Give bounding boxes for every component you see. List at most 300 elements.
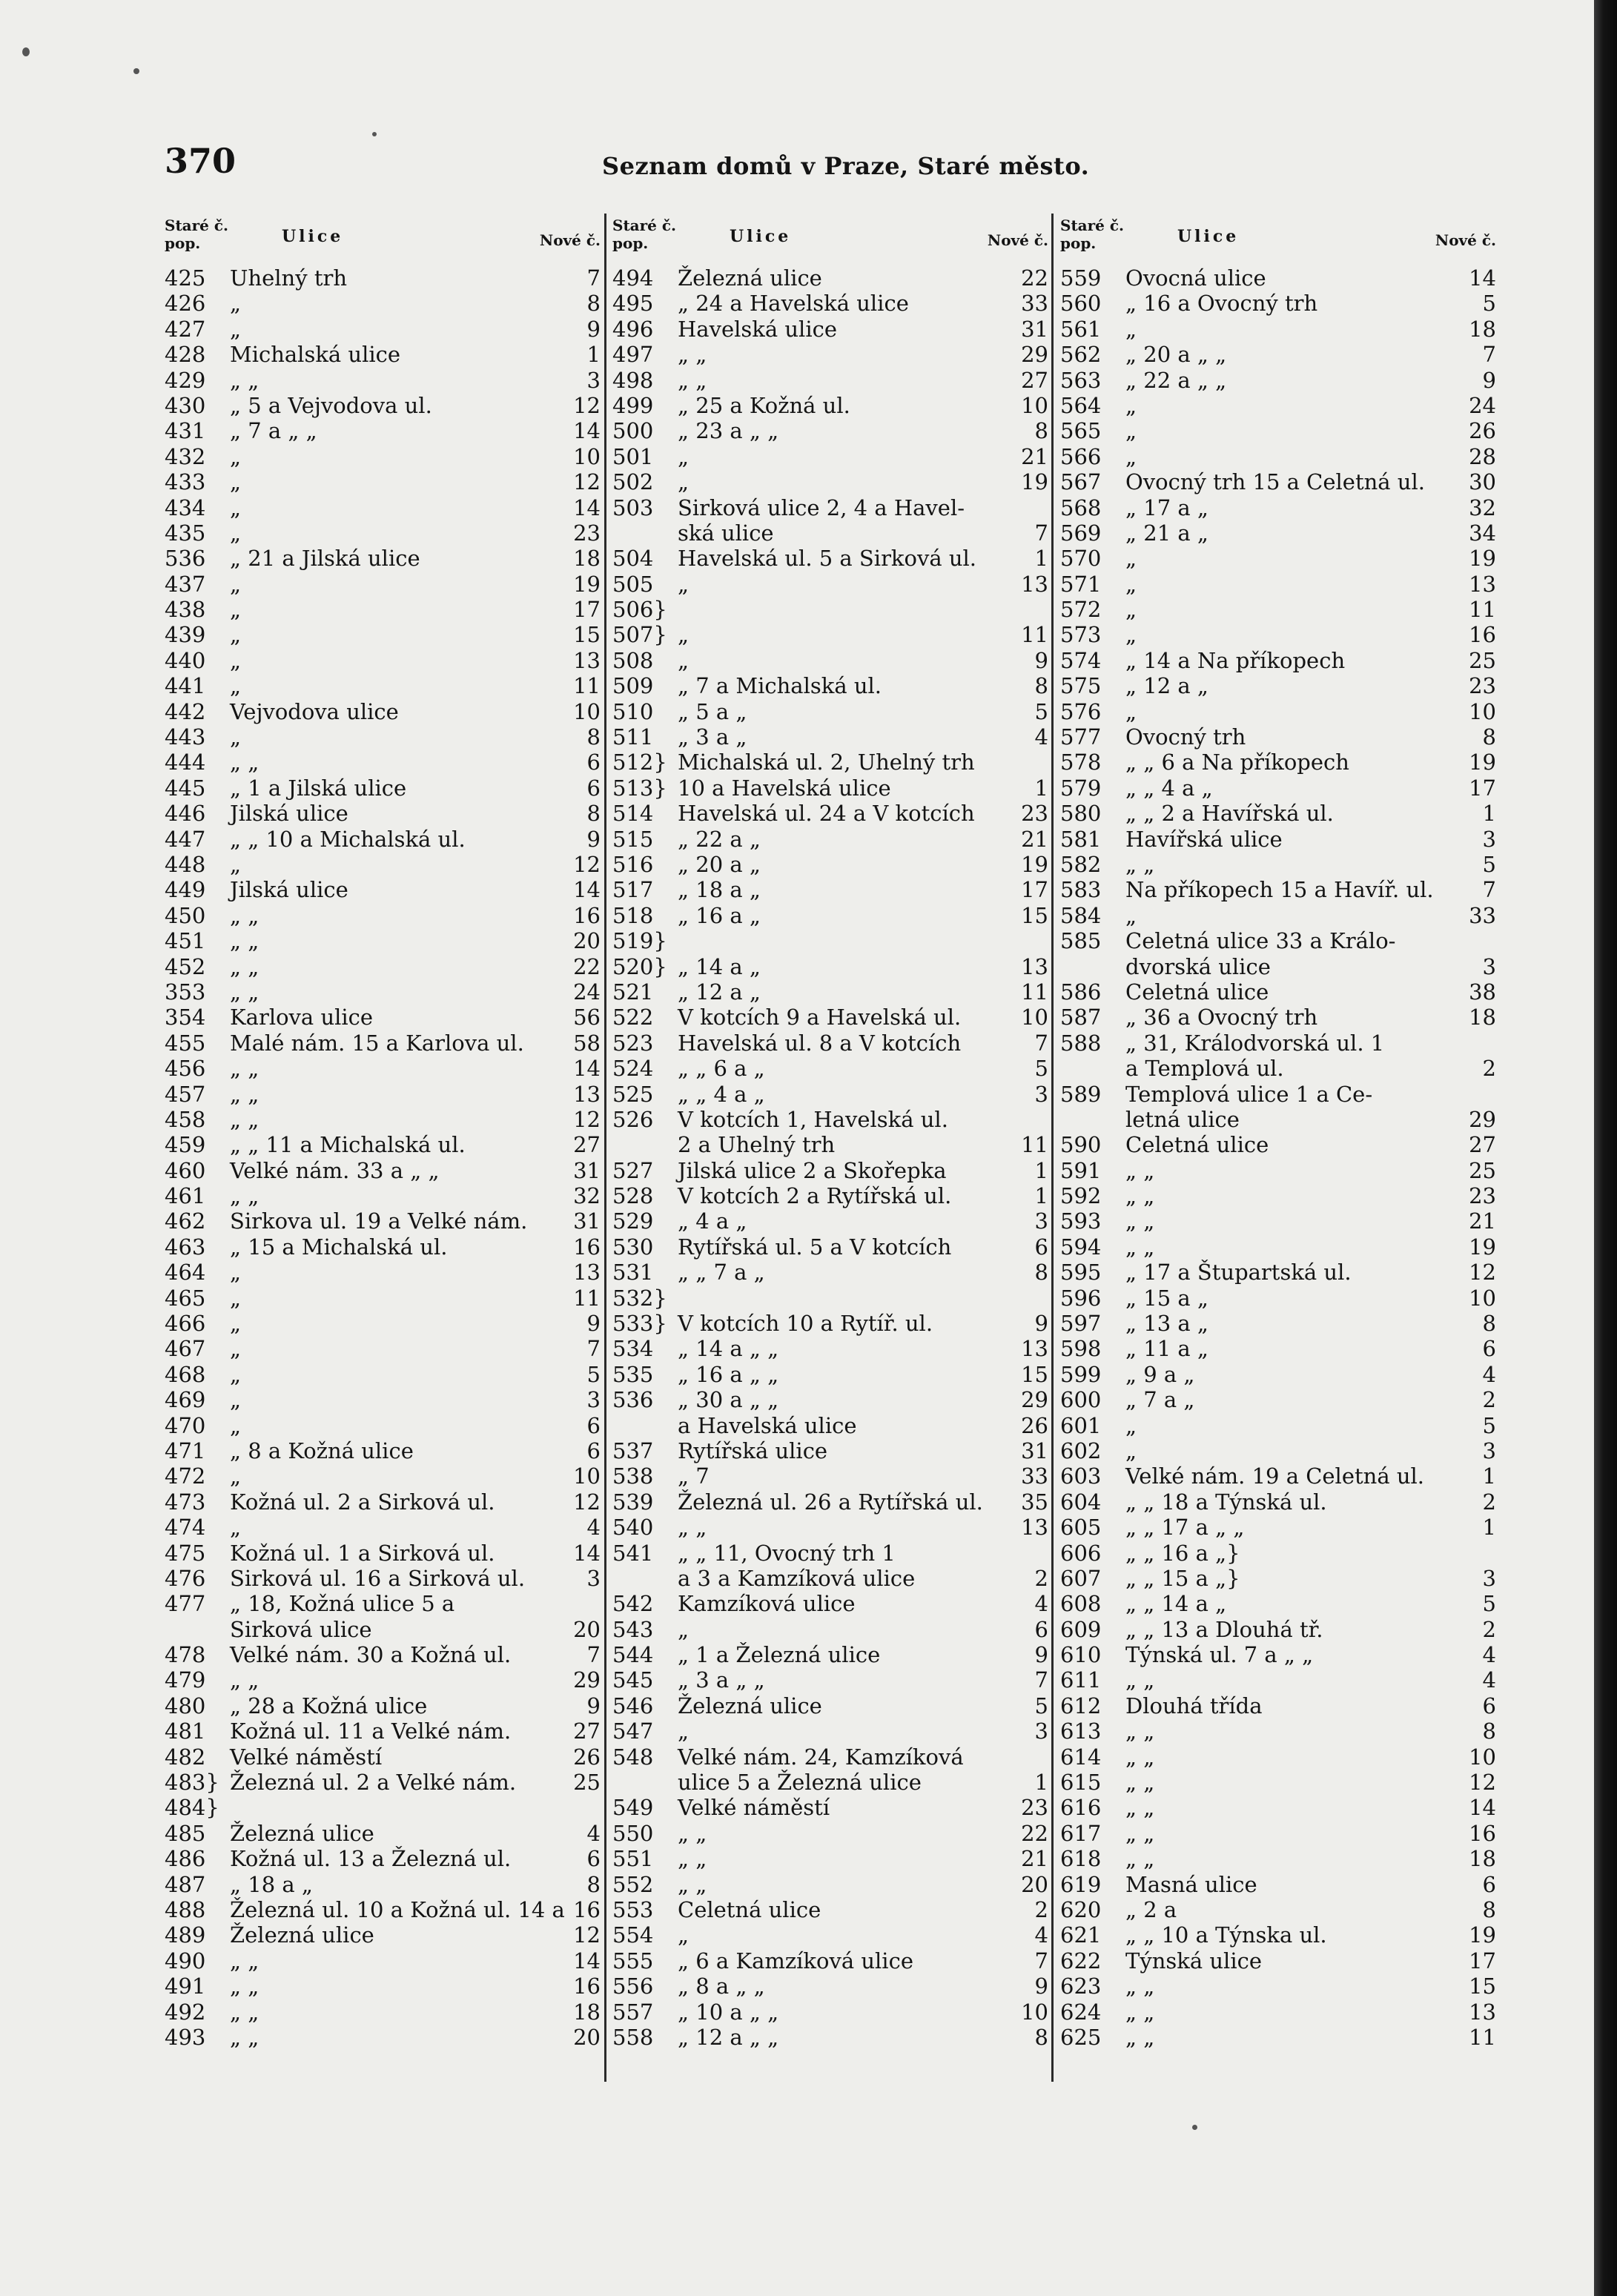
new-number: 14 (573, 1948, 601, 1974)
new-number: 17 (1469, 775, 1496, 801)
table-row (1060, 673, 1496, 698)
street-text: „ (230, 1463, 242, 1489)
old-number: 568 (1060, 494, 1102, 520)
table-row (165, 495, 601, 520)
old-number: 448 (165, 851, 206, 877)
table-row (612, 852, 1048, 877)
street-text: „ (230, 1412, 242, 1438)
old-number: 526 (612, 1106, 654, 1132)
new-number: 31 (573, 1208, 601, 1234)
new-number: 2 (1482, 1616, 1496, 1642)
street-text: „ (230, 494, 242, 520)
new-number: 12 (573, 851, 601, 877)
old-number: 514 (612, 801, 654, 827)
new-number: 9 (1482, 367, 1496, 393)
old-number: 493 (165, 2024, 206, 2050)
header-pop-label: pop. (612, 234, 649, 252)
new-number: 27 (1021, 367, 1048, 393)
old-number: 463 (165, 1234, 206, 1260)
street-text: „ (230, 622, 242, 648)
old-number: 585 (1060, 928, 1102, 954)
table-row (612, 495, 1048, 520)
new-number: 8 (1482, 1311, 1496, 1337)
street-text: „ (678, 469, 690, 495)
new-number: 27 (1469, 1132, 1496, 1158)
street-text: 10 a Havelská ulice (678, 775, 891, 801)
street-text: „ (1125, 1438, 1137, 1463)
table-row (165, 877, 601, 902)
table-row (1060, 520, 1496, 546)
street-text: Michalská ul. 2, Uhelný trh (678, 750, 975, 775)
table-row (612, 1208, 1048, 1234)
street-text: „ „ (230, 1106, 259, 1132)
table-row (165, 1158, 601, 1183)
old-number: 601 (1060, 1412, 1102, 1438)
table-row (612, 1566, 1048, 1591)
new-number: 6 (1034, 1234, 1048, 1260)
old-number: 540 (612, 1515, 654, 1541)
street-text: a Havelská ulice (678, 1412, 857, 1438)
old-number: 562 (1060, 342, 1102, 368)
street-text: „ „ 6 a Na příkopech (1125, 750, 1349, 775)
street-text: „ (1125, 902, 1137, 928)
street-text: Železná ulice (230, 1820, 374, 1846)
new-number: 6 (1034, 1616, 1048, 1642)
old-number: 354 (165, 1005, 206, 1030)
new-number: 20 (573, 928, 601, 954)
old-number: 522 (612, 1005, 654, 1030)
street-text: „ 21 a „ (1125, 520, 1208, 546)
new-number: 18 (573, 546, 601, 572)
old-number: 536 (165, 546, 206, 572)
new-number: 2 (1034, 1897, 1048, 1922)
street-text: „ „ 4 a „ (678, 1081, 765, 1107)
header-stare (165, 216, 228, 252)
street-text: „ „ 4 a „ (1125, 775, 1213, 801)
table-row (165, 2025, 601, 2050)
new-number: 29 (1469, 1106, 1496, 1132)
street-text: „ „ 15 a „} (1125, 1565, 1240, 1591)
table-row (612, 648, 1048, 673)
new-number: 25 (1469, 647, 1496, 673)
old-number: 452 (165, 953, 206, 979)
old-number: 553 (612, 1897, 654, 1922)
ink-speck (133, 68, 139, 74)
new-number: 8 (1482, 1897, 1496, 1922)
old-number: 624 (1060, 1999, 1102, 2025)
old-number: 581 (1060, 826, 1102, 852)
street-text: „ (230, 1336, 242, 1362)
new-number: 2 (1482, 1387, 1496, 1413)
new-number: 32 (1469, 494, 1496, 520)
table-row (612, 1005, 1048, 1030)
street-text: Velké náměstí (678, 1795, 830, 1821)
new-number: 5 (586, 1361, 601, 1387)
new-number: 12 (1469, 1770, 1496, 1796)
street-text: „ 15 a „ (1125, 1285, 1208, 1311)
old-number: 533} (612, 1311, 667, 1337)
new-number: 9 (1034, 647, 1048, 673)
table-row (612, 469, 1048, 494)
old-number: 591 (1060, 1157, 1102, 1183)
street-text: „ „ (230, 902, 259, 928)
street-text: Michalská ulice (230, 342, 401, 368)
old-number: 492 (165, 1999, 206, 2025)
table-row (165, 699, 601, 724)
street-text: Železná ulice (230, 1922, 374, 1948)
table-row (612, 291, 1048, 316)
new-number: 24 (1469, 392, 1496, 418)
table-row (1060, 1208, 1496, 1234)
table-row (1060, 979, 1496, 1005)
new-number: 21 (1469, 1208, 1496, 1234)
table-row (165, 1617, 601, 1642)
street-text: „ „ (230, 750, 259, 775)
table-row (1060, 368, 1496, 393)
table-row (1060, 1693, 1496, 1718)
table-row (165, 1642, 601, 1667)
street-text: „ 30 a „ „ (678, 1387, 779, 1413)
new-number: 16 (573, 902, 601, 928)
table-row (165, 1795, 601, 1820)
old-number: 572 (1060, 597, 1102, 623)
street-text: „ 2 a (1125, 1897, 1177, 1922)
new-number: 8 (1034, 418, 1048, 444)
table-row (1060, 775, 1496, 801)
table-row (612, 1718, 1048, 1744)
old-number: 469 (165, 1387, 206, 1413)
table-row (1060, 1974, 1496, 1999)
table-row (612, 1260, 1048, 1285)
old-number: 606 (1060, 1540, 1102, 1566)
table-row (165, 1056, 601, 1081)
new-number: 31 (1021, 1438, 1048, 1463)
new-number: 29 (573, 1667, 601, 1693)
street-text: „ (678, 1616, 690, 1642)
table-row (1060, 1948, 1496, 1974)
table-row (165, 1693, 601, 1718)
table-row (165, 1897, 601, 1922)
street-text: „ 24 a Havelská ulice (678, 291, 909, 317)
new-number: 26 (573, 1744, 601, 1770)
new-number: 7 (586, 1336, 601, 1362)
new-number: 35 (1021, 1489, 1048, 1515)
street-text: Velké nám. 33 a „ „ (230, 1157, 440, 1183)
street-text: „ 1 a Železná ulice (678, 1642, 881, 1668)
old-number: 552 (612, 1871, 654, 1897)
street-text: Celetná ulice (1125, 1132, 1269, 1158)
street-text: Ovocný trh (1125, 724, 1246, 750)
street-text: Celetná ulice 33 a Králo- (1125, 928, 1396, 954)
old-number: 616 (1060, 1795, 1102, 1821)
old-number: 529 (612, 1208, 654, 1234)
old-number: 543 (612, 1616, 654, 1642)
new-number: 7 (586, 265, 601, 291)
street-text: Železná ul. 10 a Kožná ul. 14 a (230, 1897, 565, 1922)
new-number: 23 (1469, 673, 1496, 699)
street-text: „ 16 a „ „ (678, 1361, 779, 1387)
old-number: 483} (165, 1770, 219, 1796)
new-number: 11 (573, 1285, 601, 1311)
table-row (165, 1387, 601, 1412)
old-number: 512} (612, 750, 667, 775)
old-number: 496 (612, 316, 654, 342)
street-text: „ 22 a „ „ (1125, 367, 1227, 393)
new-number: 6 (1482, 1336, 1496, 1362)
new-number: 8 (1034, 1260, 1048, 1286)
table-row (1060, 1082, 1496, 1107)
table-row (165, 1107, 601, 1132)
old-number: 598 (1060, 1336, 1102, 1362)
old-number: 547 (612, 1718, 654, 1744)
old-number: 437 (165, 571, 206, 597)
street-text: „ 1 a Jilská ulice (230, 775, 407, 801)
street-text: Templová ulice 1 a Ce- (1125, 1081, 1373, 1107)
old-number: 549 (612, 1795, 654, 1821)
street-text: „ (230, 571, 242, 597)
old-number: 491 (165, 1974, 206, 1999)
street-text: ská ulice (678, 520, 774, 546)
old-number: 596 (1060, 1285, 1102, 1311)
new-number: 4 (586, 1820, 601, 1846)
street-text: „ (230, 647, 242, 673)
street-text: dvorská ulice (1125, 953, 1271, 979)
table-row (612, 1082, 1048, 1107)
table-row (1060, 1821, 1496, 1846)
street-text: „ (1125, 418, 1137, 444)
new-number: 12 (573, 1489, 601, 1515)
table-row (612, 1183, 1048, 1208)
old-number: 565 (1060, 418, 1102, 444)
new-number: 31 (573, 1157, 601, 1183)
table-row (612, 1541, 1048, 1566)
street-text: „ „ (678, 1820, 707, 1846)
street-text: „ (230, 851, 242, 877)
new-number: 25 (1469, 1157, 1496, 1183)
new-number: 38 (1469, 979, 1496, 1005)
table-row (612, 1413, 1048, 1438)
table-row (1060, 444, 1496, 469)
street-text: „ 6 a Kamzíková ulice (678, 1948, 913, 1974)
table-row (1060, 1795, 1496, 1820)
old-number: 441 (165, 673, 206, 699)
new-number: 9 (1034, 1974, 1048, 1999)
new-number: 14 (573, 418, 601, 444)
table-row (165, 1005, 601, 1030)
new-number: 6 (1482, 1693, 1496, 1718)
new-number: 1 (1034, 775, 1048, 801)
table-row (165, 317, 601, 342)
old-number: 525 (612, 1081, 654, 1107)
table-row (612, 877, 1048, 902)
street-text: „ 8 a „ „ (678, 1974, 765, 1999)
old-number: 477 (165, 1591, 206, 1617)
table-row (612, 622, 1048, 647)
old-number: 438 (165, 597, 206, 623)
table-row (612, 750, 1048, 775)
street-text: „ „ (1125, 1999, 1155, 2025)
new-number: 20 (1021, 1871, 1048, 1897)
new-number: 21 (1021, 443, 1048, 469)
street-text: „ 15 a Michalská ul. (230, 1234, 448, 1260)
old-number: 451 (165, 928, 206, 954)
street-text: „ (230, 520, 242, 546)
old-number: 524 (612, 1056, 654, 1082)
new-number: 13 (573, 1081, 601, 1107)
new-number: 10 (1021, 1005, 1048, 1030)
old-number: 558 (612, 2024, 654, 2050)
old-number: 508 (612, 647, 654, 673)
old-number: 561 (1060, 316, 1102, 342)
street-text: Velké náměstí (230, 1744, 383, 1770)
street-text: „ 8 a Kožná ulice (230, 1438, 414, 1463)
new-number: 16 (573, 1897, 601, 1922)
street-text: Havířská ulice (1125, 826, 1283, 852)
street-text: „ (230, 724, 242, 750)
new-number: 18 (573, 1999, 601, 2025)
street-text: „ 20 a „ (678, 851, 761, 877)
new-number: 1 (1482, 1463, 1496, 1489)
street-text: „ „ (678, 1846, 707, 1872)
old-number: 489 (165, 1922, 206, 1948)
old-number: 570 (1060, 546, 1102, 572)
table-row (612, 1362, 1048, 1387)
street-text: „ (1125, 443, 1137, 469)
new-number: 29 (1021, 342, 1048, 368)
column-1 (165, 214, 601, 2050)
old-number: 490 (165, 1948, 206, 1974)
new-number: 3 (1034, 1208, 1048, 1234)
street-text: „ 14 a „ „ (678, 1336, 779, 1362)
table-row (165, 852, 601, 877)
street-text: „ 9 a „ (1125, 1361, 1195, 1387)
table-row (612, 1922, 1048, 1948)
table-row (1060, 1234, 1496, 1260)
street-text: „ „ (1125, 1846, 1155, 1872)
new-number: 17 (1021, 877, 1048, 903)
table-row (612, 1948, 1048, 1974)
new-number: 11 (1021, 979, 1048, 1005)
table-row (612, 1387, 1048, 1412)
street-text: „ „ (230, 979, 259, 1005)
street-text: Vejvodova ulice (230, 698, 399, 724)
old-number: 527 (612, 1157, 654, 1183)
table-row (612, 1617, 1048, 1642)
table-row (1060, 699, 1496, 724)
table-row (165, 1667, 601, 1693)
header-ulice-label: Ulice (1177, 227, 1240, 246)
street-text: Železná ulice (678, 1693, 822, 1718)
street-text: „ „ (1125, 1744, 1155, 1770)
old-number: 444 (165, 750, 206, 775)
street-text: Rytířská ul. 5 a V kotcích (678, 1234, 952, 1260)
old-number: 523 (612, 1030, 654, 1056)
street-text: „ (678, 647, 690, 673)
old-number: 610 (1060, 1642, 1102, 1668)
street-text: 2 a Uhelný trh (678, 1132, 836, 1158)
street-text: „ „ (1125, 1974, 1155, 1999)
street-text: „ (230, 673, 242, 699)
old-number: 583 (1060, 877, 1102, 903)
street-text: „ „ 10 a Michalská ul. (230, 826, 466, 852)
table-row (165, 622, 601, 647)
old-number: 578 (1060, 750, 1102, 775)
table-row (165, 469, 601, 494)
new-number: 22 (1021, 265, 1048, 291)
street-text: „ „ (1125, 2024, 1155, 2050)
table-row (612, 1463, 1048, 1489)
table-row (1060, 1260, 1496, 1285)
table-row (1060, 1591, 1496, 1616)
street-text: Havelská ulice (678, 316, 837, 342)
street-text: „ (1125, 1412, 1137, 1438)
table-row (165, 1821, 601, 1846)
new-number: 8 (1482, 1718, 1496, 1744)
table-row (1060, 1744, 1496, 1770)
new-number: 7 (1034, 1667, 1048, 1693)
table-row (612, 1336, 1048, 1361)
table-row (1060, 954, 1496, 979)
old-number: 597 (1060, 1311, 1102, 1337)
new-number: 13 (573, 647, 601, 673)
table-row (1060, 1413, 1496, 1438)
street-text: „ (1125, 392, 1137, 418)
old-number: 465 (165, 1285, 206, 1311)
street-text: Velké nám. 30 a Kožná ul. (230, 1642, 512, 1668)
table-row (1060, 1642, 1496, 1667)
old-number: 611 (1060, 1667, 1102, 1693)
street-text: Na příkopech 15 a Havíř. ul. (1125, 877, 1434, 903)
street-text: „ „ (230, 928, 259, 954)
old-number: 471 (165, 1438, 206, 1463)
column-divider (604, 214, 606, 2082)
old-number: 546 (612, 1693, 654, 1718)
street-text: „ 17 a „ (1125, 494, 1208, 520)
new-number: 33 (1021, 291, 1048, 317)
new-number: 33 (1469, 902, 1496, 928)
street-text: Karlova ulice (230, 1005, 374, 1030)
street-text: V kotcích 10 a Rytíř. ul. (678, 1311, 933, 1337)
old-number: 428 (165, 342, 206, 368)
table-row (612, 393, 1048, 418)
table-row (165, 1974, 601, 1999)
new-number: 13 (1021, 1336, 1048, 1362)
street-text: Jilská ulice 2 a Skořepka (678, 1157, 947, 1183)
street-text: Železná ulice (678, 265, 822, 291)
new-number: 29 (1021, 1387, 1048, 1413)
new-number: 3 (1034, 1081, 1048, 1107)
table-row (612, 1438, 1048, 1463)
table-row (1060, 1286, 1496, 1311)
new-number: 3 (586, 1387, 601, 1413)
old-number: 612 (1060, 1693, 1102, 1718)
ink-speck (22, 47, 30, 56)
table-row (1060, 1541, 1496, 1566)
new-number: 23 (1021, 801, 1048, 827)
new-number: 21 (1021, 1846, 1048, 1872)
new-number: 27 (573, 1132, 601, 1158)
old-number: 480 (165, 1693, 206, 1718)
new-number: 3 (1034, 1718, 1048, 1744)
new-number: 5 (1482, 1591, 1496, 1617)
new-number: 32 (573, 1183, 601, 1209)
old-number: 528 (612, 1183, 654, 1209)
old-number: 506} (612, 597, 667, 623)
header-ulice-label: Ulice (282, 227, 344, 246)
new-number: 14 (1469, 265, 1496, 291)
new-number: 8 (586, 1871, 601, 1897)
old-number: 564 (1060, 392, 1102, 418)
